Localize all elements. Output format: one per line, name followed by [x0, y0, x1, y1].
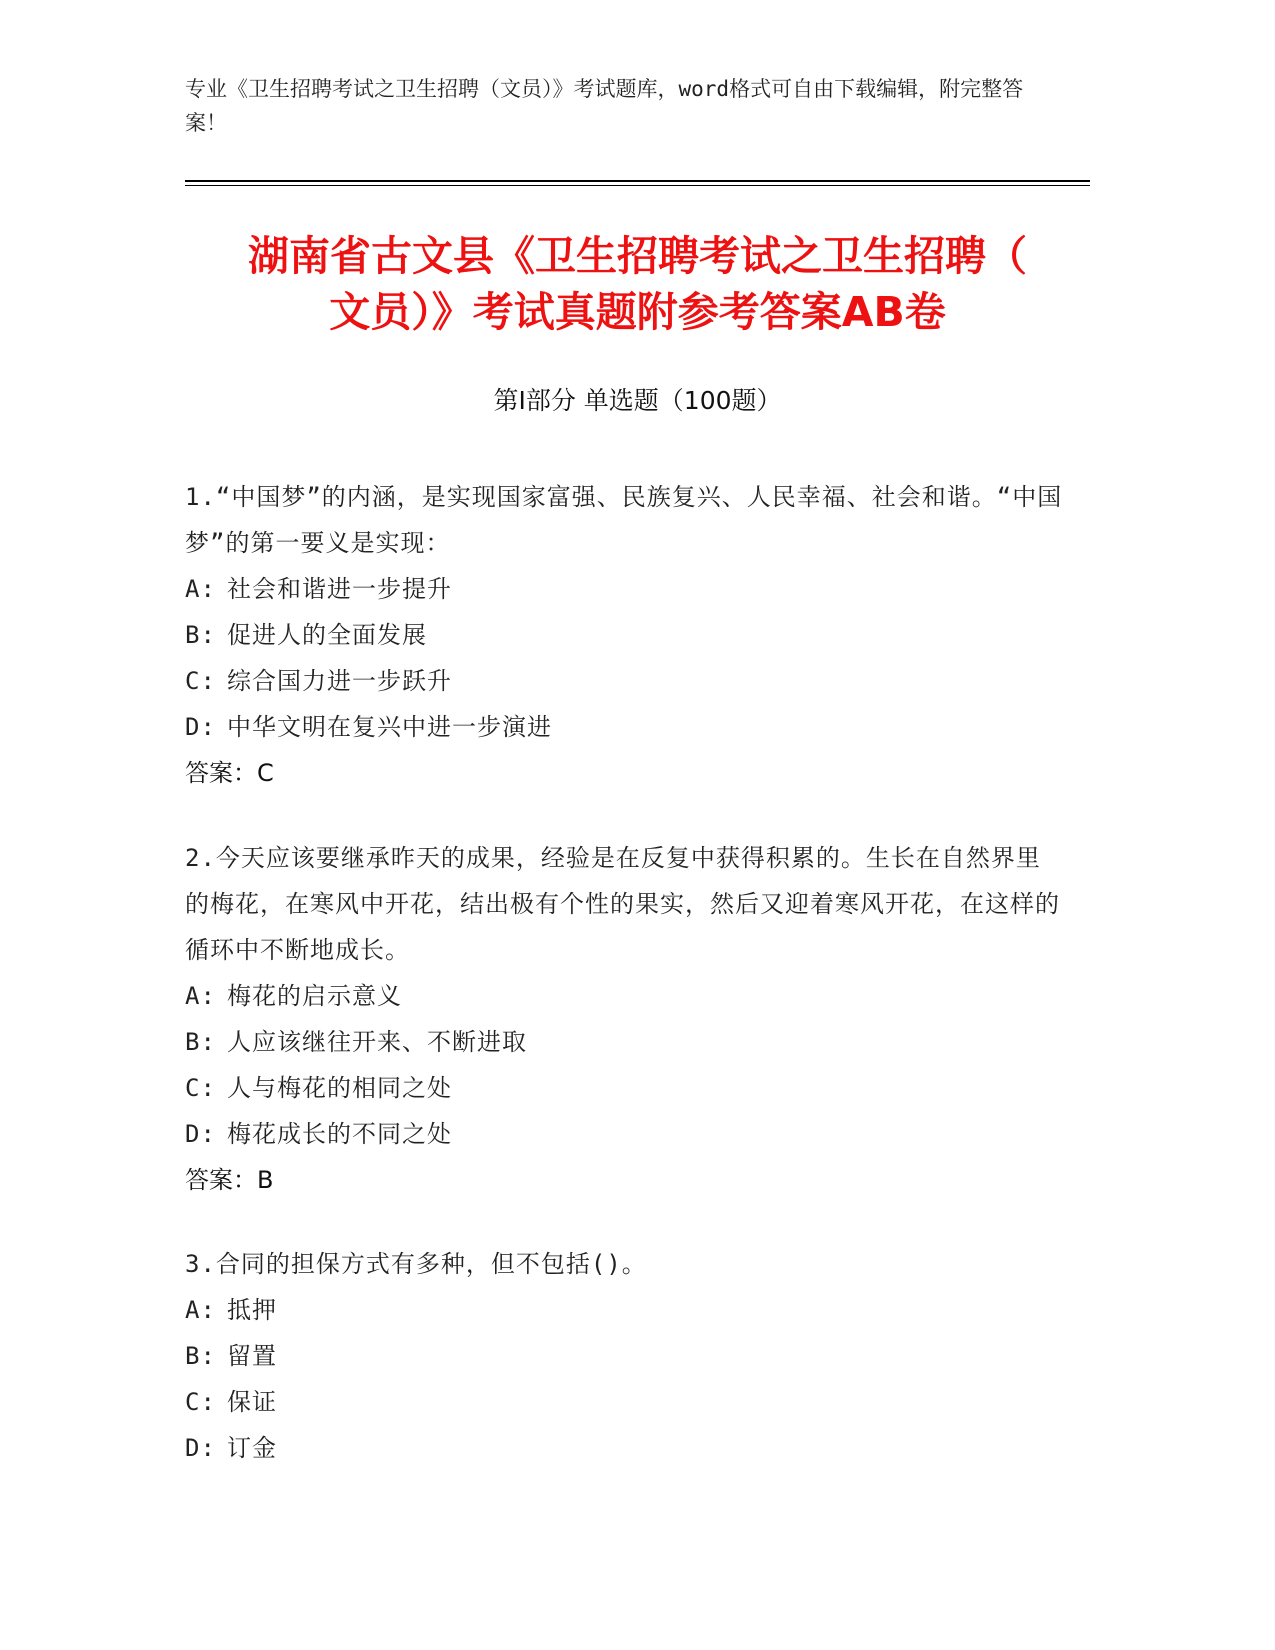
option-text: 中华文明在复兴中进一步演进	[227, 713, 552, 741]
option-text: 促进人的全面发展	[227, 621, 427, 649]
option-d	[185, 1425, 1065, 1471]
option-text: 梅花成长的不同之处	[227, 1120, 452, 1148]
option-text: 梅花的启示意义	[227, 982, 402, 1010]
option-b	[185, 1019, 1065, 1065]
option-text: 社会和谐进一步提升	[227, 575, 452, 603]
answer-line: 答案：B	[185, 1166, 274, 1194]
option-key: D:	[185, 1120, 216, 1148]
question-1	[185, 474, 1065, 796]
header-divider-thin	[185, 185, 1090, 186]
option-key: C:	[185, 1074, 216, 1102]
section-title: 第Ⅰ部分 单选题（100题）	[493, 386, 782, 415]
option-c	[185, 1379, 1065, 1425]
option-key: A:	[185, 575, 216, 603]
option-text: 综合国力进一步跃升	[227, 667, 452, 695]
option-key: D:	[185, 713, 216, 741]
document-title-line-1: 湖南省古文县《卫生招聘考试之卫生招聘（	[248, 232, 1027, 280]
option-b	[185, 1333, 1065, 1379]
option-text: 人应该继往开来、不断进取	[227, 1028, 527, 1056]
header-divider-thick	[185, 180, 1090, 182]
option-text: 人与梅花的相同之处	[227, 1074, 452, 1102]
option-key: B:	[185, 1342, 216, 1370]
option-a	[185, 566, 1065, 612]
option-key: B:	[185, 621, 216, 649]
option-d	[185, 704, 1065, 750]
option-a	[185, 1287, 1065, 1333]
option-key: B:	[185, 1028, 216, 1056]
document-title	[185, 228, 1090, 340]
option-c	[185, 1065, 1065, 1111]
option-text: 抵押	[227, 1296, 277, 1324]
question-3	[185, 1241, 1065, 1471]
answer-line: 答案：C	[185, 759, 274, 787]
option-text: 订金	[227, 1434, 277, 1462]
option-text: 留置	[227, 1342, 277, 1370]
option-key: C:	[185, 1388, 216, 1416]
question-stem: 2.今天应该要继承昨天的成果，经验是在反复中获得积累的。生长在自然界里的梅花，在寒风中开花，结出极有个性的果实，然后又迎着寒风开花，在这样的循环中不断地成长。	[185, 844, 1060, 964]
option-b	[185, 612, 1065, 658]
option-c	[185, 658, 1065, 704]
question-2	[185, 835, 1065, 1203]
option-d	[185, 1111, 1065, 1157]
option-key: A:	[185, 982, 216, 1010]
header-note: 专业《卫生招聘考试之卫生招聘（文员）》考试题库，word格式可自由下载编辑，附完整答案！	[185, 77, 1024, 135]
document-title-line-2: 文员）》考试真题附参考答案AB卷	[329, 288, 946, 336]
question-stem: 3.合同的担保方式有多种，但不包括()。	[185, 1250, 647, 1278]
option-key: A:	[185, 1296, 216, 1324]
option-text: 保证	[227, 1388, 277, 1416]
option-a	[185, 973, 1065, 1019]
option-key: C:	[185, 667, 216, 695]
question-stem: 1.“中国梦”的内涵，是实现国家富强、民族复兴、人民幸福、社会和谐。“中国梦”的第一要义是实现：	[185, 483, 1063, 557]
option-key: D:	[185, 1434, 216, 1462]
